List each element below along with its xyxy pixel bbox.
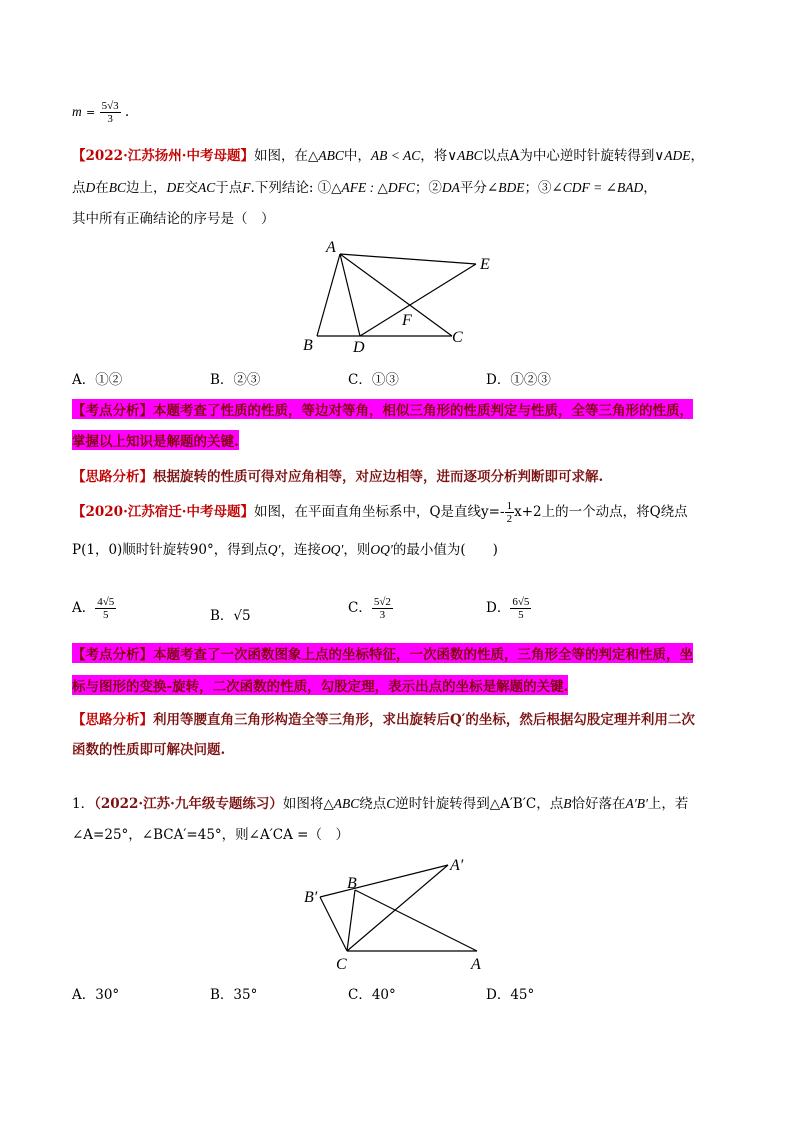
q1-text: 交 [184, 180, 199, 196]
q3-text: 如图将 [282, 796, 324, 812]
top-end: . [124, 104, 130, 120]
q3-option-b[interactable]: B．35° [210, 987, 258, 1003]
seg-ab [317, 254, 340, 336]
q2-option-b[interactable] [210, 604, 251, 624]
q1-math: ∠BDE [486, 180, 525, 195]
seg-cbp [320, 897, 347, 951]
label-a: A [471, 956, 481, 973]
q1-text: 平分 [459, 180, 487, 196]
label-e: E [480, 256, 490, 273]
q2-frac-den: 2 [506, 513, 513, 525]
q1-text: 边上， [126, 180, 167, 196]
top-formula [72, 100, 129, 125]
q1-math: AC [198, 180, 216, 195]
q3-text: 上，若 [647, 796, 689, 812]
q1-tag: 【2022·江苏扬州·中考母题】 [72, 148, 254, 164]
q1-math: BC [108, 180, 127, 195]
seg-cb [347, 890, 355, 951]
q1-option-c[interactable]: C．①③ [348, 372, 399, 388]
q3-text: 绕点 [359, 796, 387, 812]
q1-idea-text: 根据旋转的性质可得对应角相等，对应边相等，进而逐项分析判断即可求解. [153, 469, 604, 485]
q1-option-d[interactable]: D．①②③ [486, 372, 551, 388]
q1-line1 [72, 144, 704, 164]
q2-tag: 【2020·江苏宿迁·中考母题】 [72, 504, 254, 520]
q1-analysis-tag: 【考点分析】 [72, 403, 153, 419]
q1-option-b[interactable]: B．②③ [210, 372, 261, 388]
q1-math: AB < AC [370, 148, 421, 163]
q3-tag: （2022·江苏·九年级专题练习） [94, 796, 283, 812]
q2-text: ，连接 [280, 542, 321, 558]
label-d: D [353, 339, 365, 356]
q2-opt-den: 5 [103, 609, 109, 621]
q2-opt-num: 5√2 [373, 596, 391, 608]
q1-analysis-text: 本题考查了性质的性质，等边对等角，相似三角形的性质判定与性质，全等三角形的性质， [153, 403, 693, 419]
q1-math: △AFE : △DFC [331, 180, 415, 195]
q2-idea-tag: 【思路分析】 [72, 712, 153, 728]
q2-math: Q′ [267, 542, 281, 557]
q2-line1 [72, 500, 688, 525]
label-a: A [326, 239, 336, 256]
q1-text: ， [690, 148, 704, 164]
q2-opt-num: 6√5 [512, 596, 530, 608]
label-c: C [336, 956, 347, 973]
q1-math: ∠CDF = ∠BAD [551, 180, 644, 195]
q2-opt-label: B． [210, 608, 234, 624]
q3-math: C [386, 796, 396, 811]
q2-frac-num: 1 [506, 500, 513, 512]
q2-math: OQ′ [370, 542, 393, 557]
top-frac-num: 5√3 [101, 100, 119, 112]
q1-text: ；③ [524, 180, 552, 196]
q1-figure [290, 234, 520, 356]
top-frac-den: 3 [107, 113, 113, 125]
q2-option-a[interactable] [72, 596, 116, 621]
q1-text: 以点A为中心逆时针旋转得到 [482, 148, 655, 164]
label-a-prime: A′ [450, 857, 464, 874]
q2-text: 如图，在平面直角坐标系中，Q是直线y=- [253, 504, 505, 520]
seg-ae [340, 254, 476, 264]
q1-text: ， [643, 180, 657, 196]
q1-text: 在 [95, 180, 109, 196]
q2-opt-label: C． [348, 600, 372, 616]
q2-opt-frac [510, 596, 531, 621]
q1-analysis-line2: 掌握以上知识是解题的关键. [72, 430, 239, 450]
q1-math: ∨ABC [447, 148, 483, 163]
q1-idea-tag: 【思路分析】 [72, 469, 153, 485]
seg-de [360, 264, 476, 336]
q3-number: 1． [72, 796, 95, 812]
q2-idea-line1 [72, 708, 695, 728]
q2-text: P(1，0)顺时针旋转90°，得到点 [72, 542, 268, 558]
q3-math: △ABC [323, 796, 360, 811]
q3-math: A′B′ [625, 796, 648, 811]
q1-math: △ABC [307, 148, 344, 163]
q1-text: ；② [414, 180, 442, 196]
q2-math: OQ′ [320, 542, 344, 557]
label-b-prime: B′ [304, 889, 318, 906]
q2-opt-frac [372, 596, 393, 621]
q1-math: D [85, 180, 96, 195]
q2-idea-text: 利用等腰直角三角形构造全等三角形，求出旋转后Q′的坐标，然后根据勾股定理并利用二次 [153, 712, 695, 728]
q2-opt-num: 4√5 [97, 596, 115, 608]
q1-text: 中， [343, 148, 371, 164]
q2-opt-text: √5 [233, 608, 251, 624]
q1-text: 如图，在 [253, 148, 308, 164]
q3-line2: ∠A=25°，∠BCA′=45°，则∠A′CA =（ ） [72, 827, 349, 843]
q3-option-a[interactable]: A．30° [72, 987, 120, 1003]
q1-text: .下列结论: ① [250, 180, 332, 196]
q2-text: ，则 [343, 542, 371, 558]
q2-analysis-text: 本题考查了一次函数图象上点的坐标特征，一次函数的性质，三角形全等的判定和性质，坐 [153, 647, 693, 663]
q1-text: ，将 [420, 148, 448, 164]
top-fraction [100, 100, 121, 125]
q1-option-a[interactable]: A．①② [72, 372, 123, 388]
q2-opt-label: D． [486, 600, 511, 616]
q2-text: 的最小值为( ) [392, 542, 498, 558]
q2-line2 [72, 538, 498, 558]
q2-text: x+2上的一个动点，将Q绕点 [514, 504, 688, 520]
q2-option-d[interactable] [486, 596, 531, 621]
q3-option-d[interactable]: D．45° [486, 987, 535, 1003]
q1-text: 点 [72, 180, 86, 196]
q2-analysis-tag: 【考点分析】 [72, 647, 153, 663]
q2-opt-den: 3 [379, 609, 386, 621]
q3-option-c[interactable]: C．40° [348, 987, 396, 1003]
q3-line1 [72, 792, 688, 812]
q3-math: B [563, 796, 572, 811]
q2-opt-den: 5 [518, 609, 524, 621]
equals: = [86, 106, 96, 119]
q1-analysis-line1 [72, 399, 693, 419]
q1-line2 [72, 176, 657, 196]
q3-text: 恰好落在 [571, 796, 626, 812]
q1-text: 于点 [215, 180, 243, 196]
q1-math: F [242, 180, 251, 195]
var-m: m [72, 104, 82, 119]
label-c: C [452, 329, 463, 346]
q2-opt-frac [95, 596, 116, 621]
q1-math: DA [441, 180, 460, 195]
seg-ba [355, 890, 477, 951]
label-b: B [303, 337, 313, 354]
q1-idea [72, 465, 603, 485]
q2-analysis-line2: 标与图形的变换-旋转，二次函数的性质，勾股定理，表示出点的坐标是解题的关键. [72, 675, 568, 695]
q1-line3: 其中所有正确结论的序号是（ ） [72, 211, 275, 227]
q2-option-c[interactable] [348, 596, 393, 621]
q1-math: DE [166, 180, 185, 195]
q3-figure [300, 850, 500, 975]
q3-text: 逆时针旋转得到△A′B′C，点 [395, 796, 564, 812]
q2-opt-label: A． [72, 600, 96, 616]
q1-math: ∨ADE [654, 148, 691, 163]
q2-analysis-line1 [72, 643, 693, 663]
q2-idea-line2: 函数的性质即可解决问题. [72, 742, 226, 758]
q2-frac [505, 500, 515, 525]
label-b: B [347, 875, 357, 892]
label-f: F [402, 312, 412, 329]
